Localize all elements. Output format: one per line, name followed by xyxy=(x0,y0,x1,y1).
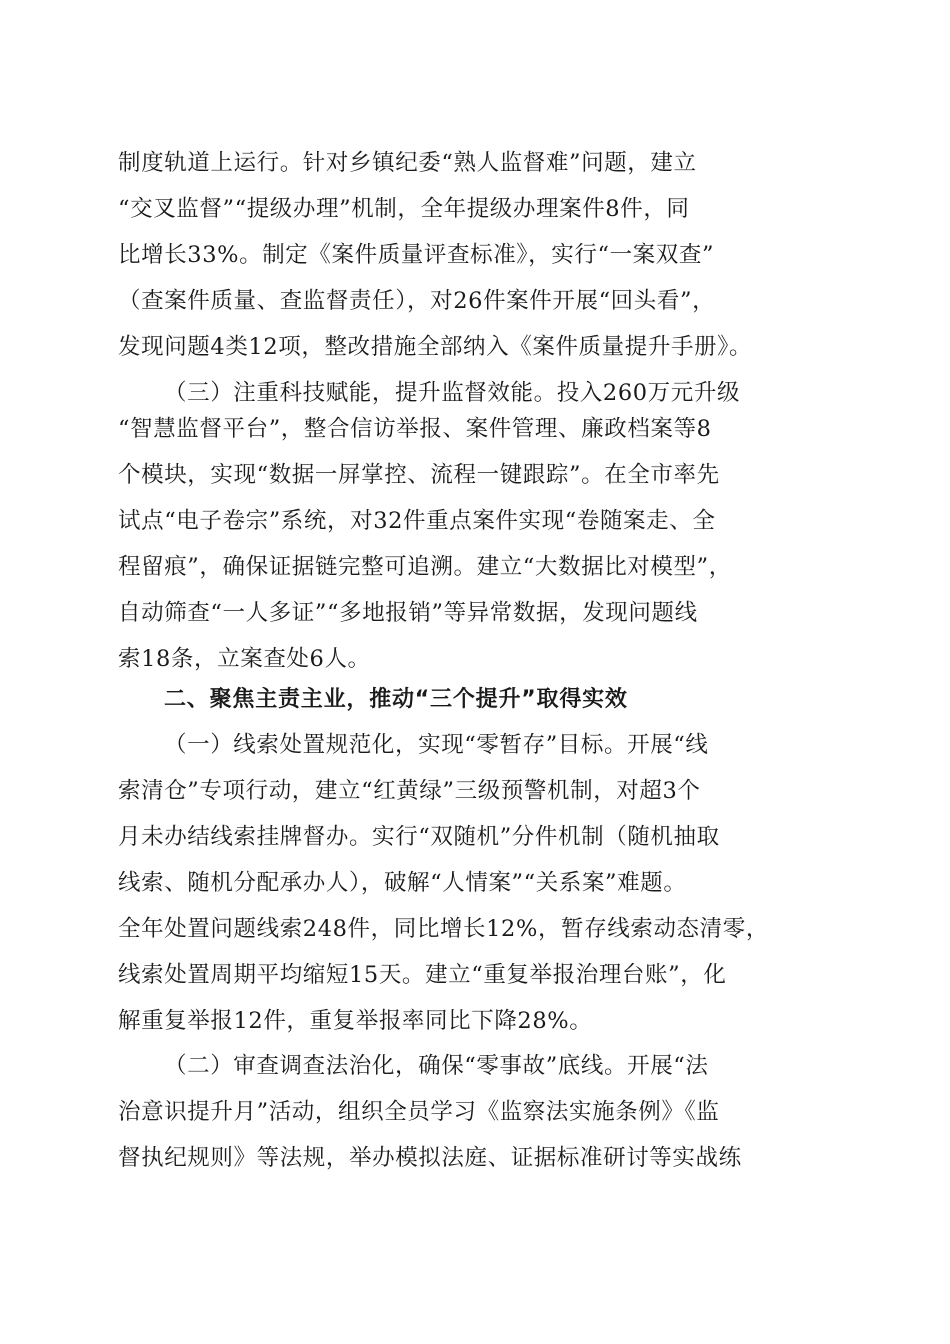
text-line: 解重复举报12件，重复举报率同比下降28%。 xyxy=(118,1008,593,1034)
text-line: 自动筛查“一人多证”“多地报销”等异常数据，发现问题线 xyxy=(118,600,698,626)
text-line: 比增长33%。制定《案件质量评查标准》，实行“一案双查” xyxy=(118,242,715,268)
subsection-heading-3: （三）注重科技赋能，提升监督效能。投入260万元升级 xyxy=(164,380,741,406)
text-line: 全年处置问题线索248件，同比增长12%，暂存线索动态清零， xyxy=(118,916,769,942)
subsection-heading-2: （二）审查调查法治化，确保“零事故”底线。开展“法 xyxy=(164,1053,709,1079)
text-line: 索18条，立案查处6人。 xyxy=(118,646,371,672)
text-line: “交叉监督”“提级办理”机制，全年提级办理案件8件，同 xyxy=(118,196,690,222)
text-line: 索清仓”专项行动，建立“红黄绿”三级预警机制，对超3个 xyxy=(118,778,701,804)
text-line: 发现问题4类12项，整改措施全部纳入《案件质量提升手册》。 xyxy=(118,334,753,360)
subsection-heading-1: （一）线索处置规范化，实现“零暂存”目标。开展“线 xyxy=(164,732,709,758)
text-line: 试点“电子卷宗”系统，对32件重点案件实现“卷随案走、全 xyxy=(118,508,716,534)
text-line: 线索、随机分配承办人），破解“人情案”“关系案”难题。 xyxy=(118,870,687,896)
text-line: 月未办结线索挂牌督办。实行“双随机”分件机制（随机抽取 xyxy=(118,824,720,850)
section-heading: 二、聚焦主责主业，推动“三个提升”取得实效 xyxy=(164,687,628,712)
text-line: 督执纪规则》等法规，举办模拟法庭、证据标准研讨等实战练 xyxy=(118,1145,742,1171)
text-line: （查案件质量、查监督责任），对26件案件开展“回头看”， xyxy=(118,288,716,314)
text-line: 制度轨道上运行。针对乡镇纪委“熟人监督难”问题，建立 xyxy=(118,150,697,176)
text-line: 个模块，实现“数据一屏掌控、流程一键跟踪”。在全市率先 xyxy=(118,462,720,488)
text-line: 程留痕”，确保证据链完整可追溯。建立“大数据比对模型”， xyxy=(118,554,732,580)
text-line: “智慧监督平台”，整合信访举报、案件管理、廉政档案等8 xyxy=(118,416,712,442)
text-line: 治意识提升月”活动，组织全员学习《监察法实施条例》《监 xyxy=(118,1099,720,1125)
text-line: 线索处置周期平均缩短15天。建立“重复举报治理台账”，化 xyxy=(118,962,727,988)
